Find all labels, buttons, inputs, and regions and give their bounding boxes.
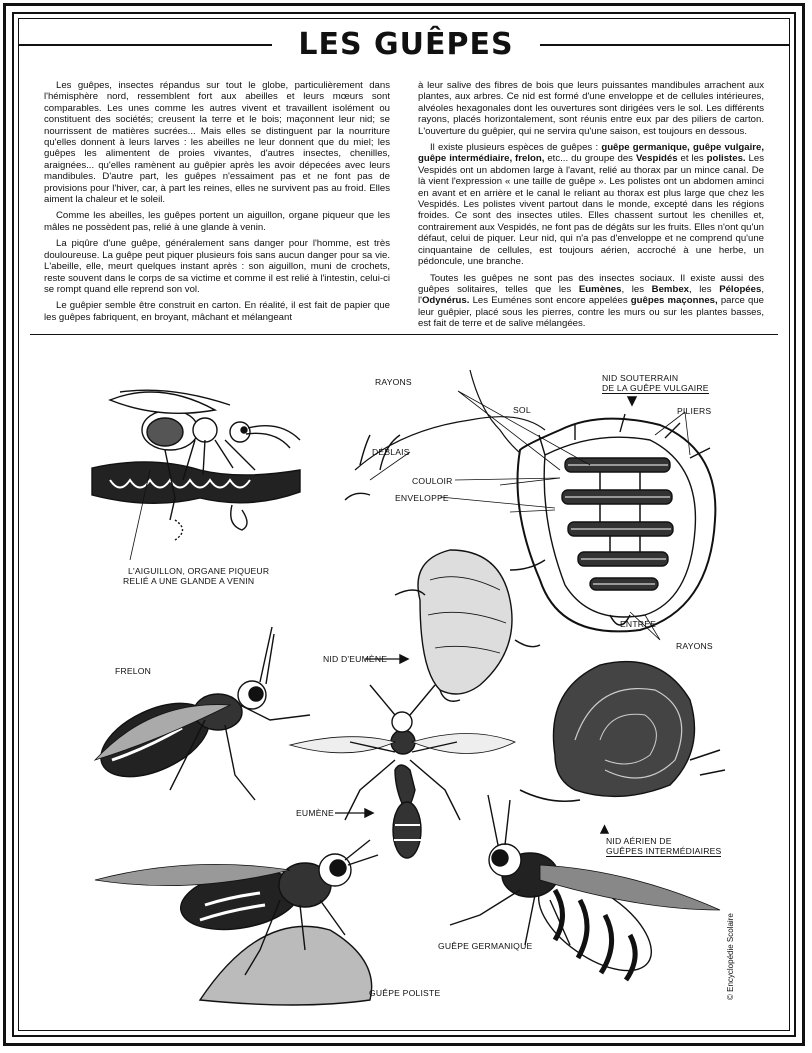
label-couloir: COULOIR [412,476,453,486]
aerial-nest-illustration [520,662,725,802]
label-nid-souterrain-line1: NID SOUTERRAIN [602,373,679,383]
stinging-wasp-illustration [92,390,300,560]
eumene-nest-illustration [395,550,545,701]
arrow-nid-aerien [601,826,608,833]
illustrations [30,340,790,1030]
label-aiguillon-line2: RELIÉ A UNE GLANDE A VENIN [123,576,255,586]
title-rule-left [18,44,272,46]
paragraph: à leur salive des fibres de bois que leurs puissantes mandibules arrachent aux plantes, aux arbres. Ce nid est formé d'une enveloppe et de cellules intérieures, alvéoles hexagonales dont les ouvertures sont dirigées vers le sol. Les différents rayons, placés horizontalement, sont réunis entre eux par des piliers de carton. L'ouverture du guêpier, qui ne servira qu'une saison, est toujours en dessous. [418,80,764,137]
label-frelon: FRELON [115,666,152,676]
label-entree: ENTRÉE [620,619,657,629]
label-guepe-poliste: GUÊPE POLISTE [369,988,441,998]
guepe-germanique-illustration [450,795,720,988]
label-rayons-top: RAYONS [375,377,412,387]
paragraph: Comme les abeilles, les guêpes portent un aiguillon, organe piqueur que les mâles ne possèdent pas, relié à une glande à venin. [44,210,390,233]
paragraph: Toutes les guêpes ne sont pas des insectes sociaux. Il existe aussi des guêpes solitaires, telles que les Eumènes, les Bembex, les Pélopées, l'Odynérus. Les Euménes sont encore appelées guêpes maçonnes, parce que leur guêpier, placé sous les pierres, contre les murs ou sur les plantes basses, est fait de terre et de salive mélangées. [418,272,764,330]
label-eumene: EUMÈNE [296,808,334,818]
label-piliers: PILIERS [677,406,712,416]
arrow-nid-souterrain [628,397,636,405]
guepe-poliste-illustration [95,840,378,1005]
paragraph: La piqûre d'une guêpe, généralement sans danger pour l'homme, est très douloureuse. La guêpe peut piquer plusieurs fois sans aucun danger pour sa vie. L'abeille, elle, meurt quelques instant après : son aiguillon, muni de crochets, reste souvent dans le corps de sa victime et comme il est relié à l'intestin, celui-ci se rompt quand elle reprend son vol. [44,238,390,295]
paragraph: Les guêpes, insectes répandus sur tout le globe, particulièrement dans l'hémisphère nord, ressemblent fort aux abeilles et leurs mœurs sont comparables. Les unes comme les autres vivent et travaillent isolément ou constituent des sociétés; creusent la terre et le bois; maçonnent leur nid; se nourrissent de matières sucrées... Mais elles se distinguent par la nourriture qu'elles donnent à leurs larves : les abeilles ne leur donnent que du miel; les guêpes les alimentent de proies vivantes, d'autres insectes, chenilles, araignées... qu'elles ramènent au guêpier après les avoir dépecées avec leurs mandibules. D'autre part, les guêpes n'essaiment pas et ne font pas de provisions pour l'hiver, car, à part les reines, elles ne survivent pas au froid. Elles aiment la chaleur et le soleil. [44,80,390,206]
title-rule-right [540,44,790,46]
label-nid-aerien-line2: GUÊPES INTERMÉDIAIRES [606,846,722,856]
label-nid-aerien-line1: NID AÉRIEN DE [606,836,672,846]
paragraph: Le guêpier semble être construit en carton. En réalité, il est fait de papier que les guêpes fabriquent, en broyant, mâchant et mélangeant [44,300,390,323]
frelon-illustration [90,627,310,800]
eumene-illustration [290,685,515,858]
label-aiguillon-line1: L'AIGUILLON, ORGANE PIQUEUR [128,566,270,576]
label-nid-eumene: NID D'EUMÈNE [323,654,388,664]
label-sol: SOL [513,405,531,415]
label-nid-souterrain-line2: DE LA GUÊPE VULGAIRE [602,383,709,393]
text-column-right [418,80,764,335]
page-title: LES GUÊPES [298,26,514,62]
section-divider [30,334,778,335]
label-rayons-bottom: RAYONS [676,641,713,651]
copyright-notice: © Encyclopédie Scolaire [726,913,735,1000]
label-deblais: DÉBLAIS [372,447,410,457]
paragraph: Il existe plusieurs espèces de guêpes : guêpe germanique, guêpe vulgaire, guêpe intermédiaire, frelon, etc... du groupe des Vespidés et les polistes. Les Vespidés ont un abdomen large à l'avant, relié au thorax par un mince canal. De là vient l'expression « une taille de guêpe ». Les polistes ont un abdomen aminci en avant et en arrière et le canal le reliant au thorax est plus large que chez les Vespidés. Les polistes vivent partout dans le monde, excepté dans les régions froides. Ce sont des insectes utiles. Elles chassent surtout les chenilles et, contrairement aux Vespidés, ne font pas de dégâts sur les fruits. Elles n'ont qu'un défaut, celui de piquer. Leur nid, qui n'a pas d'enveloppe et ne comprend qu'une cinquantaine de cellules, est toujours aérien, accroché à une herbe, un pédoncule, une branche. [418,142,764,268]
label-guepe-germanique: GUÊPE GERMANIQUE [438,941,533,951]
label-enveloppe: ENVELOPPE [395,493,449,503]
text-column-left [44,80,390,328]
